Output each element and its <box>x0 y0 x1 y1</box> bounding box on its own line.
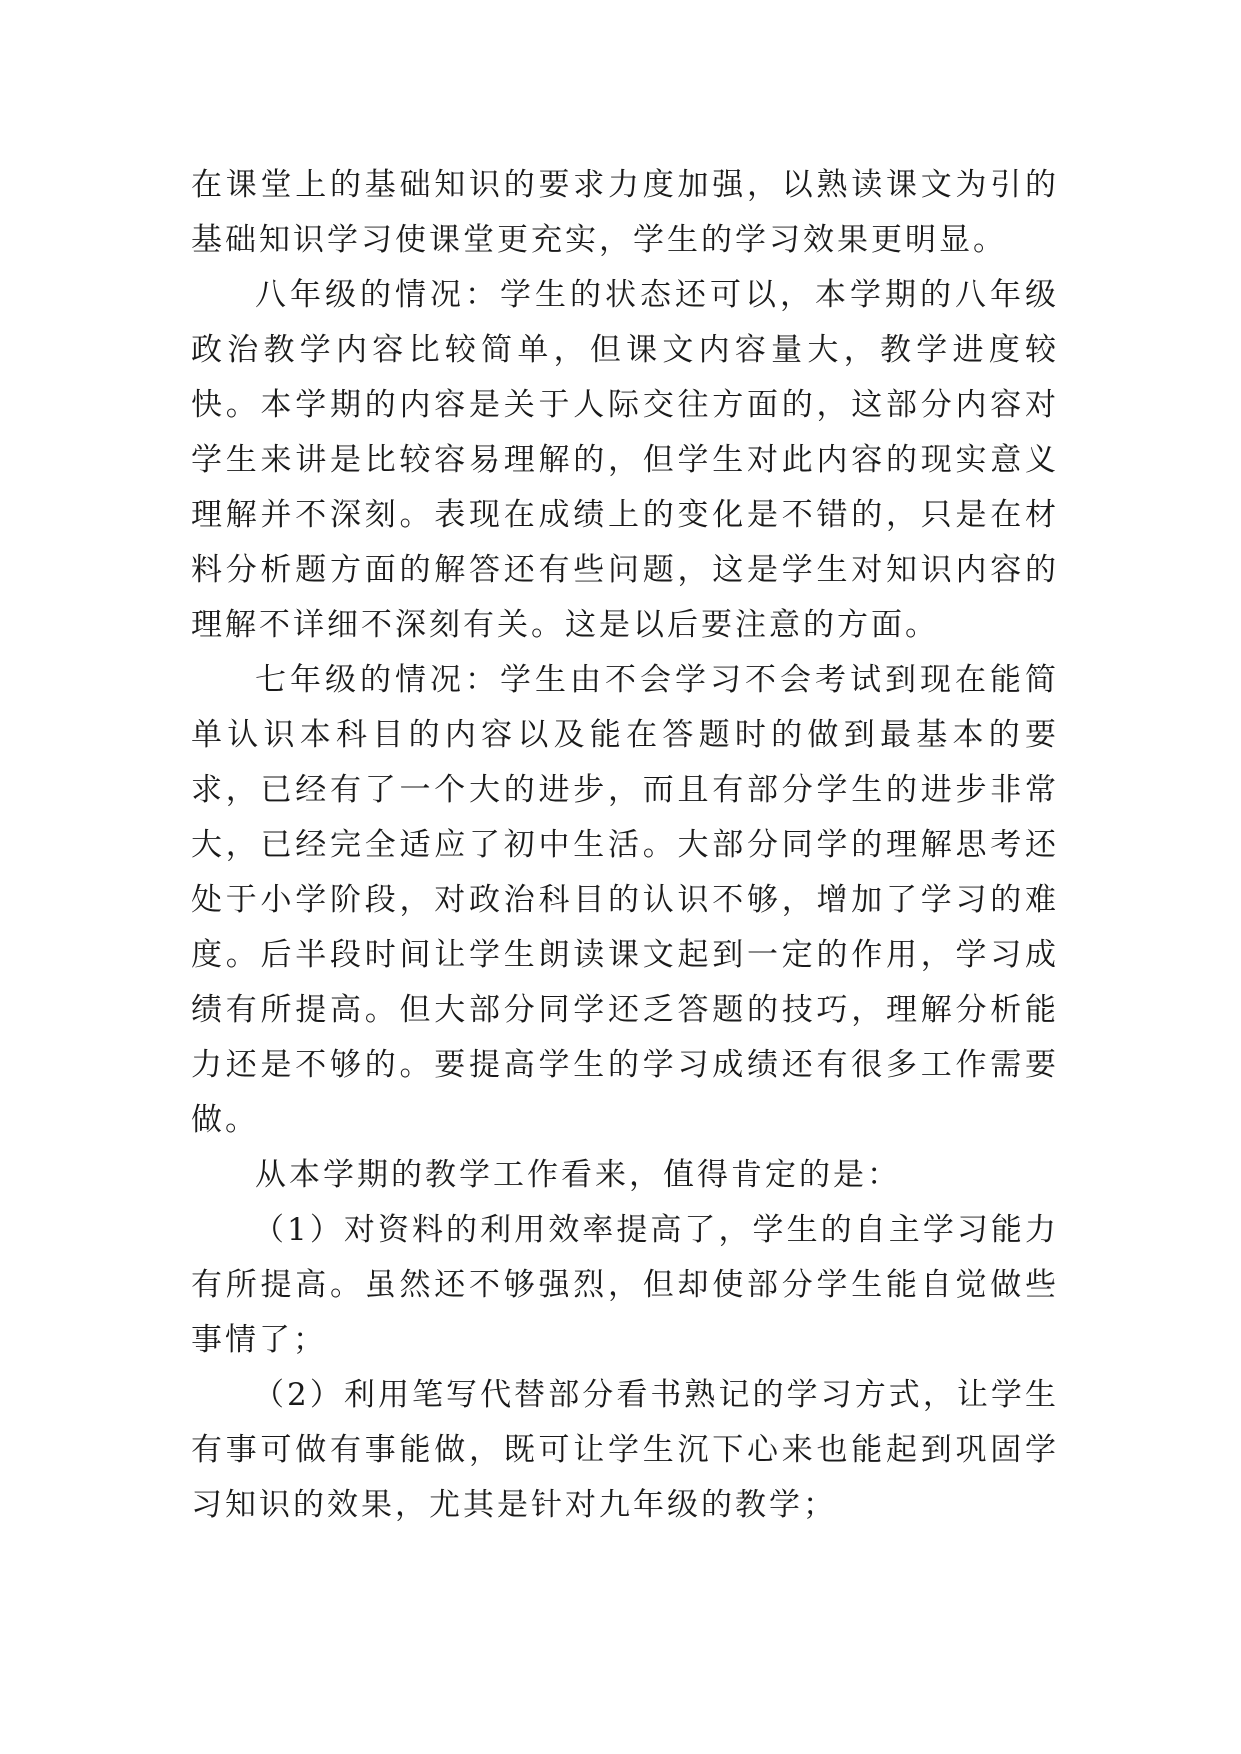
paragraph-grade-seven: 七年级的情况：学生由不会学习不会考试到现在能简单认识本科目的内容以及能在答题时的做到最基本的要求，已经有了一个大的进步，而且有部分学生的进步非常大，已经完全适应了初中生活。大部分同学的理解思考还处于小学阶段，对政治科目的认识不够，增加了学习的难度。后半段时间让学生朗读课文起到一定的作用，学习成绩有所提高。但大部分同学还乏答题的技巧，理解分析能力还是不够的。要提高学生的学习成绩还有很多工作需要做。 <box>191 662 1059 1138</box>
paragraph-summary-intro: 从本学期的教学工作看来，值得肯定的是： <box>255 1157 901 1193</box>
list-item-2: （2）利用笔写代替部分看书熟记的学习方式，让学生有事可做有事能做，既可让学生沉下心来也能起到巩固学习知识的效果，尤其是针对九年级的教学； <box>191 1377 1059 1523</box>
body-text <box>191 158 1059 1533</box>
paragraph-grade-eight: 八年级的情况：学生的状态还可以，本学期的八年级政治教学内容比较简单，但课文内容量大，教学进度较快。本学期的内容是关于人际交往方面的，这部分内容对学生来讲是比较容易理解的，但学生对此内容的现实意义理解并不深刻。表现在成绩上的变化是不错的，只是在材料分析题方面的解答还有些问题，这是学生对知识内容的理解不详细不深刻有关。这是以后要注意的方面。 <box>191 277 1059 643</box>
list-item-1: （1）对资料的利用效率提高了，学生的自主学习能力有所提高。虽然还不够强烈，但却使部分学生能自觉做些事情了； <box>191 1212 1059 1358</box>
paragraph-continuation: 在课堂上的基础知识的要求力度加强，以熟读课文为引的基础知识学习使课堂更充实，学生的学习效果更明显。 <box>191 167 1059 258</box>
